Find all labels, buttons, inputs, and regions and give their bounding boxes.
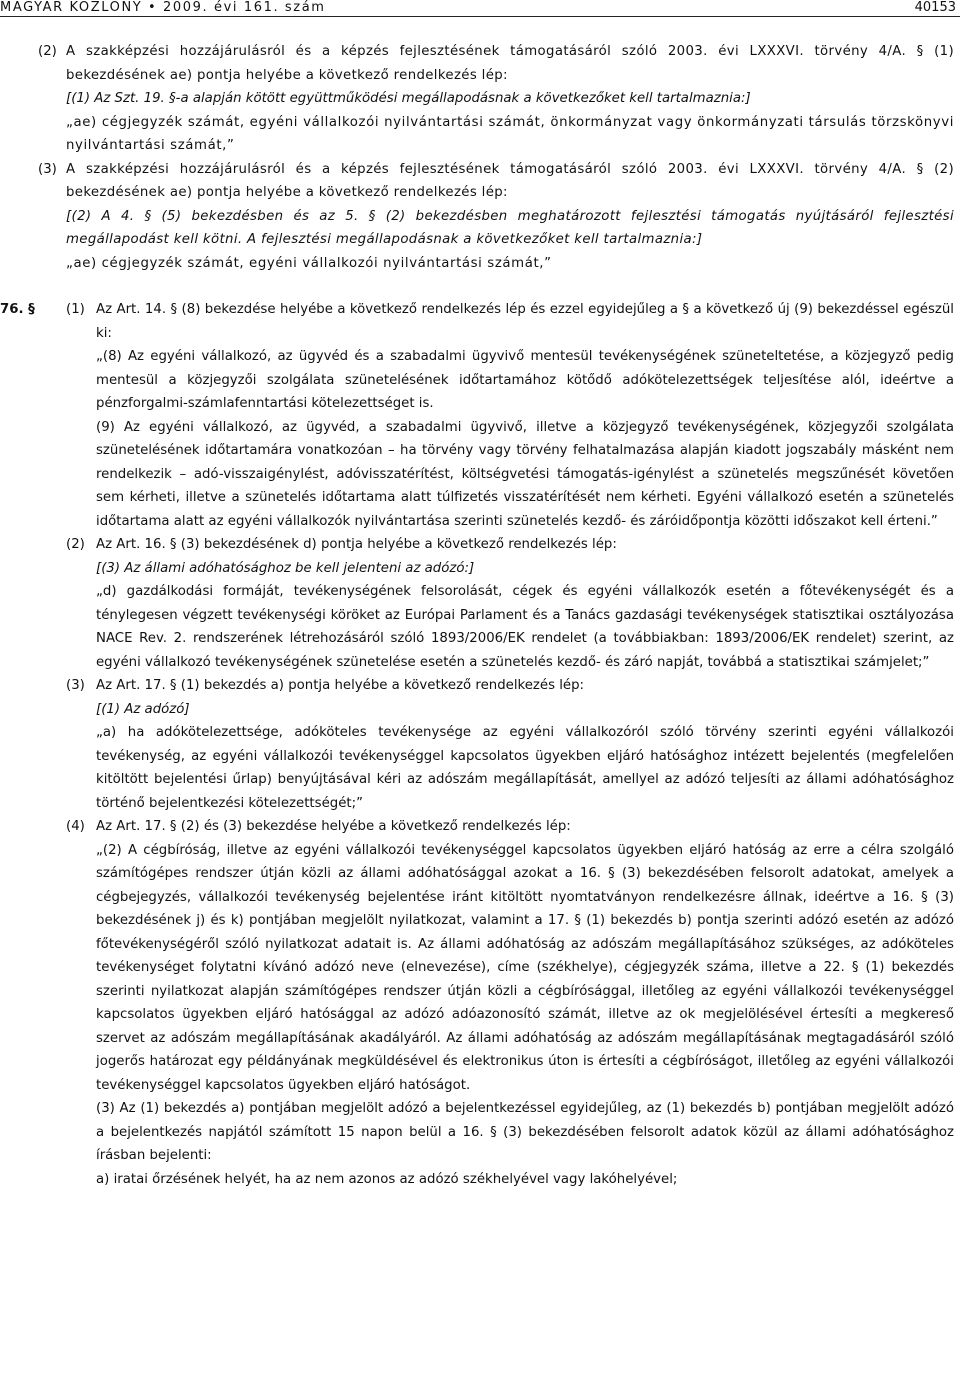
quoted-context: [0, 87, 954, 111]
amendment-text: [0, 111, 954, 158]
paragraph: [0, 158, 954, 205]
quoted-context: [0, 205, 954, 252]
paragraph-text: Az Art. 17. § (1) bekezdés a) pontja helyébe a következő rendelkezés lép:: [96, 678, 585, 693]
header-rule: [0, 16, 960, 17]
paragraph-text: A szakképzési hozzájárulásról és a képzés fejlesztésének támogatásáról szóló 2003. évi LXXXVI. törvény 4/A. § (1) bekezdésének ae) pontja helyébe a következő rendelkezés lép:: [66, 44, 954, 83]
amendment-text-content: „ae) cégjegyzék számát, egyéni vállalkozói nyilvántartási számát,”: [66, 255, 552, 271]
page-header: [0, 0, 960, 18]
paragraph-number: (4): [66, 819, 85, 834]
quoted-context: [0, 698, 954, 722]
amendment-text-content: „(2) A cégbíróság, illetve az egyéni vállalkozói tevékenységgel kapcsolatos ügyekben eljáró hatóság az erre a célra szolgáló számítógépes rendszer útján közli az állami adóhatósággal azokat a 16. § (3) bekezdésében felsorolt adatokat, amelyek a cégbejegyzés, vállalkozói tevékenység bejelentése iránt kitöltött nyomtatványon rendelkezésre állnak, ideértve a 16. § (3) bekezdésének j) és k) pontjában megjelölt nyilatkozat, valamint a 17. § (1) bekezdés b) pontja szerinti adózó esetén az adózó főtevékenységéről szóló nyilatkozat adatait is. Az állami adóhatóság az adószám megállapításához szükséges, az adóköteles tevékenységet folytatni kívánó adózó neve (elnevezése), címe (székhelye), cégjegyzék száma, illetve a 22. § (1) bekezdés szerinti nyilatkozat alapján számítógépes rendszer útján közli a cégbírósággal, illetőleg az egyéni vállalkozói tevékenységgel kapcsolatos ügyekben eljáró hatósággal az adózó adóazonosító számát, illetve az ok megjelölésével értesíti a megkereső szervet az adószám megállapításának akadályáról. Az állami adóhatóság az adószám megállapításának megtagadásáról szóló jogerős határozat egy példányának megküldésével és elektronikus úton is értesíti a cégbíróságot, illetőleg az egyéni vállalkozói tevékenységgel kapcsolatos ügyekben eljáró hatóságot.: [96, 842, 954, 1093]
amendment-text: [0, 580, 954, 674]
paragraph-text: Az Art. 16. § (3) bekezdésének d) pontja helyébe a következő rendelkezés lép:: [96, 537, 617, 552]
amendment-text: [0, 345, 954, 416]
paragraph-number: (2): [66, 537, 85, 552]
paragraph-text: Az Art. 14. § (8) bekezdése helyébe a következő rendelkezés lép és ezzel egyidejűleg a § a következő új (9) bekezdéssel egészül ki:: [96, 302, 954, 341]
paragraph-number: (1): [66, 302, 85, 317]
paragraph-number: (2): [38, 44, 57, 59]
amendment-text-content: (9) Az egyéni vállalkozó, az ügyvéd, a szabadalmi ügyvivő, illetve a közjegyző tevékenységének, közjegyzői szolgálata szünetelésének időtartamára vonatkozóan – ha törvény vagy törvény felhatalmazása alapján kiadott jogszabály másként nem rendelkezik – adó-visszaigénylést, adóvisszatérítést, költségvetési támogatás-igénylést a szünetelés megszűnését követően sem kérheti, illetve a szünetelés időtartama alatt túlfizetés visszatérítését nem kérheti. Egyéni vállalkozó esetén a szünetelés időtartama alatt az egyéni vállalkozók nyilvántartása szerinti szünetelés kezdő- és záróidőpontja közötti időszakot kell érteni.”: [96, 419, 954, 529]
amendment-text: [0, 1168, 954, 1192]
quoted-context-text: [(1) Az Szt. 19. §-a alapján kötött együttműködési megállapodásnak a következőket kell tartalmaznia:]: [66, 91, 751, 106]
amendment-text: [0, 252, 954, 276]
paragraph: [0, 674, 954, 698]
amendment-text-content: „ae) cégjegyzék számát, egyéni vállalkozói nyilvántartási számát, önkormányzat vagy önkormányzati társulás törzskönyvi nyilvántartási számát,”: [66, 114, 954, 153]
paragraph-text: A szakképzési hozzájárulásról és a képzés fejlesztésének támogatásáról szóló 2003. évi LXXXVI. törvény 4/A. § (2) bekezdésének ae) pontja helyébe a következő rendelkezés lép:: [66, 161, 954, 200]
amendment-text-content: „a) ha adókötelezettsége, adóköteles tevékenysége az egyéni vállalkozóról szóló törvény szerinti egyéni vállalkozói tevékenység, az egyéni vállalkozói tevékenységgel kapcsolatos ügyekben eljáró hatósághoz intézett bejelentés (megfelelően kitöltött bejelentési űrlap) benyújtásával kéri az adószám megállapítását, amellyel az adózó teljesíti az állami adóhatósághoz történő bejelentkezési kötelezettségét;”: [96, 725, 954, 811]
amendment-text: [0, 721, 954, 815]
amendment-text: [0, 416, 954, 534]
amendment-text-content: „d) gazdálkodási formáját, tevékenységének felsorolását, cégek és egyéni vállalkozók esetén a főtevékenységét és a ténylegesen végzett tevékenységi köröket az Európai Parlament és a Tanács gazdasági tevékenységek statisztikai osztályozása NACE Rev. 2. rendszerének létrehozásáról szóló 1893/2006/EK rendelet (a továbbiakban: 1893/2006/EK rendelet) szerint, az egyéni vállalkozó tevékenységének szünetelése esetén a szünetelés kezdő- és záró napját, továbbá a statisztikai számjelet;”: [96, 584, 954, 670]
amendment-text-content: „(8) Az egyéni vállalkozó, az ügyvéd és a szabadalmi ügyvivő mentesül tevékenységének szüneteltetése, a közjegyző pedig mentesül a közjegyzői szolgálata szünetelésének időtartamához kötődő adókötelezettségek teljesítése alól, ideértve a pénzforgalmi-számlafenntartási kötelezettséget is.: [96, 349, 954, 411]
quoted-context-text: [(3) Az állami adóhatósághoz be kell jelenteni az adózó:]: [96, 560, 475, 576]
quoted-context: [0, 557, 954, 581]
quoted-context-text: [(1) Az adózó]: [96, 701, 190, 717]
section-gap: [0, 275, 954, 298]
page-number: 40153: [914, 0, 956, 15]
paragraph: [0, 815, 954, 839]
amendment-text-content: (3) Az (1) bekezdés a) pontjában megjelölt adózó a bejelentkezéssel egyidejűleg, az (1) bekezdés b) pontjában megjelölt adózó a bejelentkezés napjától számított 15 napon belül a 16. § (3) bekezdésében felsorolt adatok közül az állami adóhatósághoz írásban bejelenti:: [96, 1101, 954, 1163]
paragraph-number: (3): [38, 161, 57, 177]
paragraph-text: Az Art. 17. § (2) és (3) bekezdése helyébe a következő rendelkezés lép:: [96, 819, 571, 834]
paragraph-number: (3): [66, 678, 85, 693]
section-paragraph: [0, 298, 954, 345]
paragraph: [0, 533, 954, 557]
amendment-text: [0, 839, 954, 1098]
amendment-text: [0, 1097, 954, 1168]
amendment-text-content: a) iratai őrzésének helyét, ha az nem azonos az adózó székhelyével vagy lakóhelyével;: [96, 1171, 678, 1187]
document-body: [0, 40, 954, 1191]
running-title: MAGYAR KÖZLÖNY • 2009. évi 161. szám: [0, 0, 326, 15]
section-number: 76. §: [0, 302, 35, 317]
paragraph: [0, 40, 954, 87]
quoted-context-text: [(2) A 4. § (5) bekezdésben és az 5. § (2) bekezdésben meghatározott fejlesztési támogatás nyújtásáról fejlesztési megállapodást kell kötni. A fejlesztési megállapodásnak a következőket kell tartalmaznia:]: [66, 208, 954, 247]
